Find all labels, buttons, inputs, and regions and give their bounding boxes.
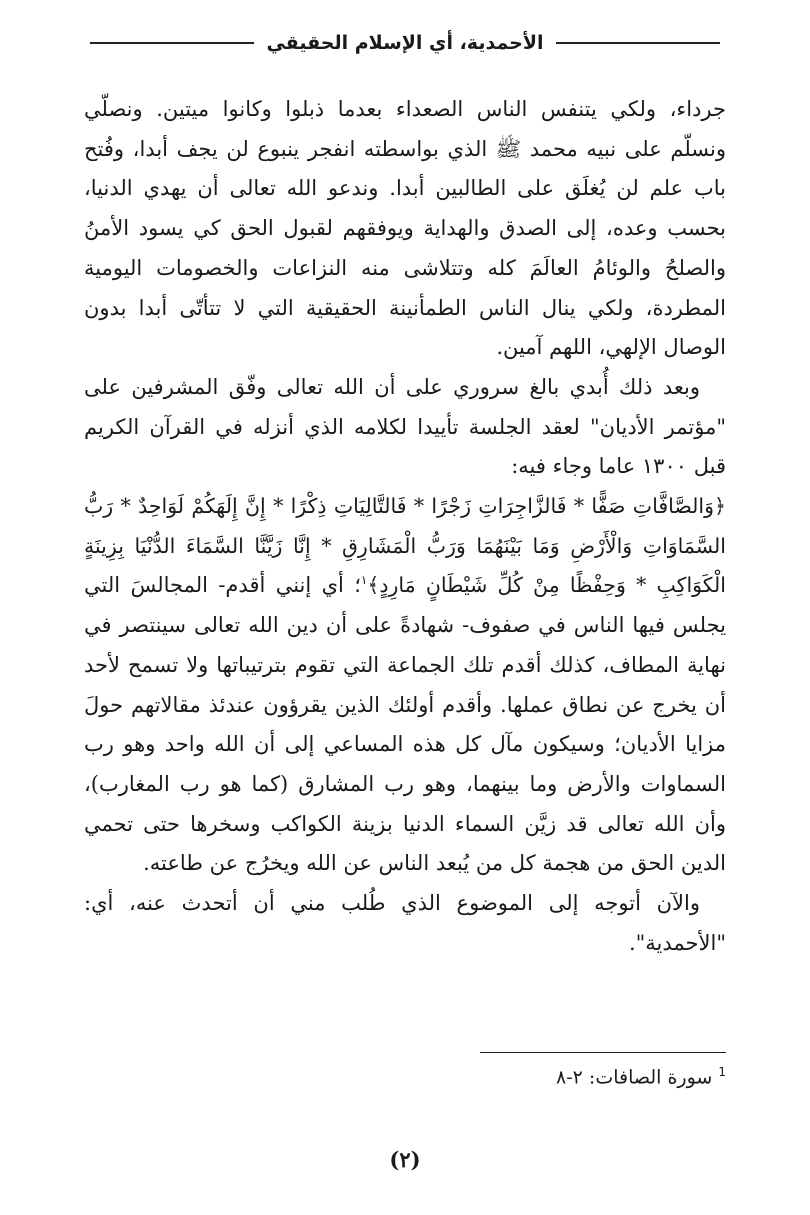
quran-open-bracket: ﴿ <box>713 494 726 519</box>
page-number: (٢) <box>389 1147 421 1172</box>
running-header-title: الأحمدية، أي الإسلام الحقيقي <box>266 32 544 54</box>
commentary-text: ؛ أي إنني أقدم- المجالسَ التي يجلس فيها الناس في صفوف- شهادةً على أن دين الله تعالى سينتصر في نهاية المطاف، كذلك أقدم تلك الجماعة التي تقوم بترتيباتها ولا تسمح لأحد أن يخرج عن نطاق عملها. وأقدم أولئك الذين يقرؤون عندئذ مقالاتهم حولَ مزايا الأديان؛ وسيكون مآل كل هذه المساعي إلى أن الله واحد وهو رب السماوات والأرض وما بينهما، وهو رب المشارق (كما هو رب المغارب)، وأن الله تعالى قد زيَّن السماء الدنيا بزينة الكواكب وسخرها حتى تحمي الدين الحق من هجمة كل من يُبعد الناس عن الله ويخرُج عن طاعته. <box>84 573 726 876</box>
running-header <box>90 28 720 58</box>
footnote-separator <box>480 1052 726 1053</box>
footnote-reference[interactable]: ١ <box>360 573 368 588</box>
header-rule-right <box>556 42 720 44</box>
footnote <box>556 1065 726 1088</box>
footnote-text: سورة الصافات: ٢-٨ <box>556 1066 713 1089</box>
footnote-marker: 1 <box>718 1065 726 1079</box>
paragraph-quran-commentary <box>84 487 726 884</box>
paragraph-conference: وبعد ذلك أُبدي بالغ سروري على أن الله تعالى وفّق المشرفين على "مؤتمر الأديان" لعقد الجلسة تأييدا لكلامه الذي أنزله في القرآن الكريم قبل ١٣٠٠ عاما وجاء فيه: <box>84 374 726 479</box>
body-text <box>84 90 726 963</box>
quran-close-bracket: ﴾ <box>367 573 380 598</box>
paragraph-prayer: جرداء، ولكي يتنفس الناس الصعداء بعدما ذبلوا وكانوا ميتين. ونصلّي ونسلّم على نبيه محمد ﷺ الذي بواسطته انفجر ينبوع لن يجف أبدا، وفُتح باب علم لن يُغلَق على الطالبين أبدا. وندعو الله تعالى أن يهدي الدنيا، بحسب وعده، إلى الصدق والهداية ويوفقهم لقبول الحق كي يسود الأمنُ والصلحُ والوئامُ العالَمَ كله وتتلاشى منه النزاعات والخصومات اليومية المطردة، ولكي ينال الناس الطمأنينة الحقيقية التي لا تتأتّى أبدا بدون الوصال الإلهي، اللهم آمين. <box>84 97 726 360</box>
quran-verse: وَالصَّافَّاتِ صَفًّا * فَالزَّاجِرَاتِ زَجْرًا * فَالتَّالِيَاتِ ذِكْرًا * إِنَّ إِلَهَكُمْ لَوَاحِدٌ * رَبُّ السَّمَاوَاتِ وَالْأَرْضِ وَمَا بَيْنَهُمَا وَرَبُّ الْمَشَارِقِ * إِنَّا زَيَّنَّا السَّمَاءَ الدُّنْيَا بِزِينَةٍ الْكَوَاكِبِ * وَحِفْظًا مِنْ كُلِّ شَيْطَانٍ مَارِدٍ <box>84 494 726 598</box>
paragraph-topic: والآن أتوجه إلى الموضوع الذي طُلب مني أن أتحدث عنه، أي: "الأحمدية". <box>84 891 726 955</box>
header-rule-left <box>90 42 254 44</box>
